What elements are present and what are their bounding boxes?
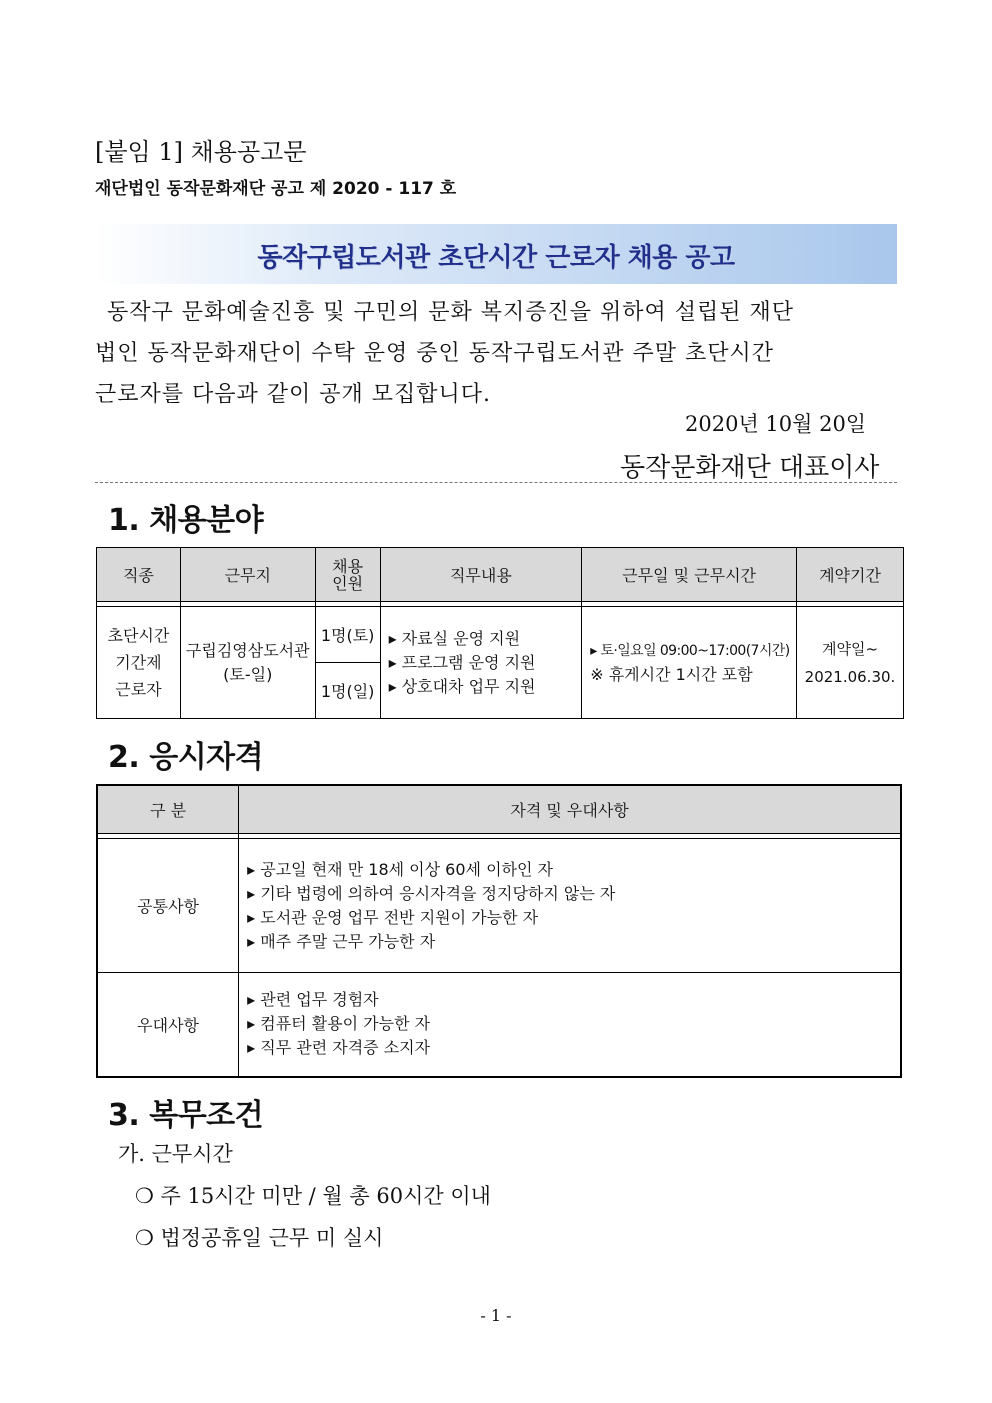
list-item: ▸ 관련 업무 경험자 — [247, 990, 379, 1010]
cell-line: 2021.06.30. — [804, 667, 896, 686]
dotted-divider — [95, 482, 897, 483]
job-type-cell — [97, 607, 181, 719]
qualification-table — [96, 784, 902, 1078]
list-item: ▸ 공고일 현재 만 18세 이상 60세 이하인 자 — [247, 859, 553, 879]
cell-line: 구립김영삼도서관 — [185, 640, 310, 660]
cell-line: 근로자 — [115, 680, 162, 699]
header-cell: 근무일 및 근무시간 — [582, 548, 797, 602]
list-item: ▸ 직무 관련 자격증 소지자 — [247, 1038, 431, 1058]
contract-cell — [796, 607, 903, 719]
list-item: ▸ 기타 법령에 의하여 응시자격을 정지당하지 않는 자 — [247, 883, 616, 903]
issuer-name: 동작문화재단 대표이사 — [620, 453, 880, 483]
intro-line: 법인 동작문화재단이 수탁 운영 중인 동작구립도서관 주말 초단시간 — [95, 341, 775, 366]
page-number: - 1 - — [480, 1306, 512, 1325]
list-item: ▸ 컴퓨터 활용이 가능한 자 — [247, 1014, 431, 1034]
cell-line: 기간제 — [115, 653, 162, 672]
header-cell: 계약기간 — [796, 548, 903, 602]
preferred-requirements-cell — [239, 973, 901, 1077]
cell-line: 계약일~ — [821, 639, 879, 658]
table-row — [97, 607, 904, 663]
list-item: ❍ 법정공휴일 근무 미 실시 — [135, 1226, 384, 1250]
header-cell: 구 분 — [97, 785, 239, 834]
intro-line: 동작구 문화예술진흥 및 구민의 문화 복지증진을 위하여 설립된 재단 — [107, 300, 795, 325]
intro-paragraph — [95, 292, 900, 415]
section-title: 2. 응시자격 — [108, 740, 264, 775]
header-cell — [315, 548, 380, 602]
header-cell: 근무지 — [180, 548, 315, 602]
headcount-sun-cell: 1명(일) — [315, 663, 380, 719]
header-cell: 직종 — [97, 548, 181, 602]
category-cell: 공통사항 — [97, 839, 239, 973]
schedule-line: ※ 휴게시간 1시간 포함 — [590, 664, 753, 684]
common-requirements-cell — [239, 839, 901, 973]
cell-line: (토-일) — [223, 664, 273, 684]
header-cell: 직무내용 — [380, 548, 582, 602]
table-row — [97, 973, 901, 1077]
list-item: ❍ 주 15시간 미만 / 월 총 60시간 이내 — [135, 1184, 491, 1208]
table-header-row — [97, 785, 901, 834]
header-cell-line: 인원 — [332, 573, 364, 593]
category-cell: 우대사항 — [97, 973, 239, 1077]
headcount-sat-cell: 1명(토) — [315, 607, 380, 663]
list-item: ▸ 매주 주말 근무 가능한 자 — [247, 931, 436, 951]
section-title: 1. 채용분야 — [108, 503, 264, 538]
title-banner — [95, 224, 897, 284]
duty-item: ▸ 자료실 운영 지원 — [388, 628, 521, 648]
notice-date: 2020년 10월 20일 — [685, 412, 867, 436]
cell-line: 초단시간 — [107, 626, 170, 645]
notice-number: 재단법인 동작문화재단 공고 제 2020 - 117 호 — [95, 179, 457, 199]
duty-item: ▸ 프로그램 운영 지원 — [388, 652, 536, 672]
table-row — [97, 839, 901, 973]
duties-cell — [380, 607, 582, 719]
header-cell: 자격 및 우대사항 — [239, 785, 901, 834]
table-header-row — [97, 548, 904, 602]
recruitment-table — [96, 547, 904, 719]
header-cell-line: 채용 — [332, 556, 364, 576]
attachment-label: [붙임 1] 채용공고문 — [95, 138, 307, 166]
list-item: ▸ 도서관 운영 업무 전반 지원이 가능한 자 — [247, 907, 539, 927]
workplace-cell — [180, 607, 315, 719]
duty-item: ▸ 상호대차 업무 지원 — [388, 676, 536, 696]
intro-line: 근로자를 다음과 같이 공개 모집합니다. — [95, 382, 491, 407]
subsection-title: 가. 근무시간 — [118, 1142, 233, 1166]
page-title: 동작구립도서관 초단시간 근로자 채용 공고 — [257, 243, 735, 273]
schedule-line: ▸ 토·일요일 09:00~17:00(7시간) — [590, 642, 790, 659]
schedule-cell — [582, 607, 797, 719]
section-title: 3. 복무조건 — [108, 1098, 264, 1133]
